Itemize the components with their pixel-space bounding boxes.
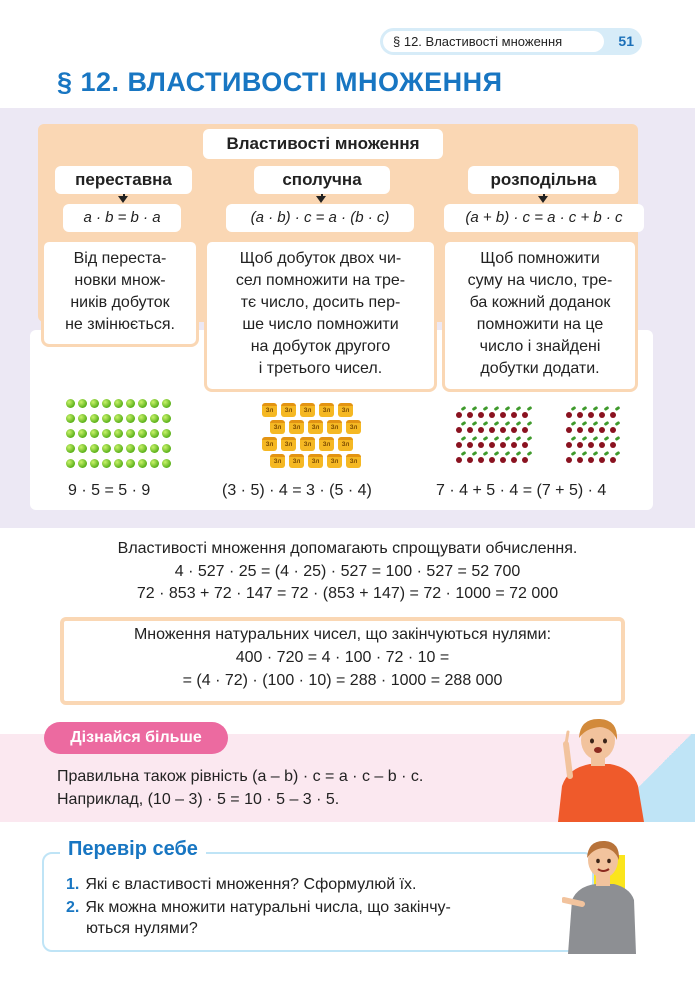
formula-distributive: (a + b) · c = a · c + b · c [444, 204, 644, 232]
honey-jar-icon: Зл [289, 454, 304, 468]
description-line: добутки додати. [480, 360, 600, 377]
check-question-2-cont: ються нулями? [86, 920, 198, 937]
cherry-icon [489, 412, 495, 418]
honey-jar-icon: Зл [327, 454, 342, 468]
question-text: Які є властивості множення? Сформулюй їх. [85, 876, 417, 893]
learn-more-label: Дізнайся більше [44, 722, 228, 754]
cherry-icon [577, 412, 583, 418]
cherry-icon [511, 457, 517, 463]
honey-jar-icon: Зл [346, 420, 361, 434]
cherry-icon [489, 457, 495, 463]
trailing-zeros-line-2: = (4 · 72) · (100 · 10) = 288 · 1000 = 288 000 [182, 672, 503, 689]
honey-jar-icon: Зл [338, 437, 353, 451]
learn-more-line-1: Правильна також рівність (a – b) · c = a · c – b · c. [57, 768, 424, 785]
cherry-icon [489, 427, 495, 433]
cherry-icon [500, 427, 506, 433]
check-question-2 [66, 899, 451, 917]
description-distributive [442, 239, 638, 392]
apple-icon [66, 399, 75, 408]
honey-jar-icon: Зл [319, 437, 334, 451]
cherry-icon [588, 442, 594, 448]
honey-jar-icon: Зл [270, 454, 285, 468]
cherry-icon [566, 427, 572, 433]
apple-icon [102, 414, 111, 423]
apple-icon [162, 399, 171, 408]
description-line: помножити на це [476, 316, 604, 333]
cherry-icon [500, 442, 506, 448]
apple-icon [150, 429, 159, 438]
girl-illustration [548, 716, 648, 822]
cherry-icon [500, 412, 506, 418]
cherry-icon [599, 457, 605, 463]
apple-icon [102, 444, 111, 453]
cherry-icon [577, 457, 583, 463]
apple-icon [90, 429, 99, 438]
cherry-icon [456, 442, 462, 448]
cherry-icon [478, 412, 484, 418]
cherry-icon [467, 412, 473, 418]
apple-icon [126, 444, 135, 453]
apple-icon [78, 399, 87, 408]
description-line: на добуток другого [250, 338, 391, 355]
description-line: ників добуток [70, 294, 170, 311]
question-number: 2. [66, 899, 80, 916]
cherry-icon [522, 427, 528, 433]
apple-icon [126, 429, 135, 438]
cherry-icon [522, 457, 528, 463]
honey-jar-icon: Зл [308, 420, 323, 434]
apple-icon [102, 399, 111, 408]
question-number: 1. [66, 876, 80, 893]
arrow-down-icon [316, 196, 326, 203]
apple-icon [102, 429, 111, 438]
cherry-icon [456, 457, 462, 463]
description-line: і третього чисел. [258, 360, 383, 377]
example-distributive: 7 · 4 + 5 · 4 = (7 + 5) · 4 [436, 482, 607, 499]
description-line: число і знайдені [479, 338, 601, 355]
apple-icon [90, 459, 99, 468]
cherry-icon [467, 427, 473, 433]
arrow-down-icon [118, 196, 128, 203]
apple-icon [78, 414, 87, 423]
description-commutative [41, 239, 199, 347]
simplify-example-1: 4 · 527 · 25 = (4 · 25) · 527 = 100 · 527 = 52 700 [174, 563, 521, 580]
apple-icon [138, 444, 147, 453]
cherry-icon [489, 442, 495, 448]
apple-icon [90, 444, 99, 453]
cherry-icon [478, 442, 484, 448]
apple-icon [138, 399, 147, 408]
apple-icon [114, 414, 123, 423]
apple-icon [150, 399, 159, 408]
honey-jar-icon: Зл [262, 403, 277, 417]
apple-icon [126, 459, 135, 468]
arrow-down-icon [538, 196, 548, 203]
cherry-icon [522, 442, 528, 448]
cherry-icon [511, 412, 517, 418]
honey-jar-icon: Зл [308, 454, 323, 468]
description-line: новки множ- [74, 272, 166, 289]
honey-jar-icon: Зл [300, 437, 315, 451]
apple-icon [114, 399, 123, 408]
cherry-icon [599, 442, 605, 448]
honey-jar-icon: Зл [281, 437, 296, 451]
apple-icon [102, 459, 111, 468]
honey-jar-icon: Зл [338, 403, 353, 417]
apple-icon [138, 459, 147, 468]
cherry-icon [610, 412, 616, 418]
description-line: ше число помножити [242, 316, 399, 333]
apple-icon [138, 429, 147, 438]
honey-jar-icon: Зл [270, 420, 285, 434]
cherry-icon [588, 412, 594, 418]
apple-icon [66, 459, 75, 468]
formula-associative: (a · b) · c = a · (b · c) [226, 204, 414, 232]
apple-icon [78, 459, 87, 468]
running-title: § 12. Властивості множення [383, 31, 604, 52]
description-line: Щоб добуток двох чи- [239, 250, 402, 267]
simplify-example-2: 72 · 853 + 72 · 147 = 72 · (853 + 147) = 72 · 1000 = 72 000 [136, 585, 559, 602]
honey-jar-icon: Зл [262, 437, 277, 451]
check-yourself-title: Перевір себе [60, 838, 206, 861]
honey-jar-icon: Зл [300, 403, 315, 417]
apple-icon [162, 459, 171, 468]
description-associative [204, 239, 437, 392]
property-name-commutative: переставна [55, 166, 192, 194]
apple-icon [78, 444, 87, 453]
cherry-icon [610, 442, 616, 448]
property-name-distributive: розподільна [468, 166, 619, 194]
cherry-icon [588, 457, 594, 463]
page-title: § 12. ВЛАСТИВОСТІ МНОЖЕННЯ [57, 67, 503, 97]
cherry-icon [577, 442, 583, 448]
cherry-icon [511, 442, 517, 448]
cherry-icon [610, 457, 616, 463]
honey-jar-icon: Зл [289, 420, 304, 434]
boy-illustration [562, 838, 642, 954]
apple-icon [138, 414, 147, 423]
cherry-icon [500, 457, 506, 463]
apple-icon [114, 444, 123, 453]
formula-commutative: a · b = b · a [63, 204, 181, 232]
honey-jar-icon: Зл [327, 420, 342, 434]
apple-icon [162, 444, 171, 453]
example-associative: (3 · 5) · 4 = 3 · (5 · 4) [222, 482, 372, 499]
learn-more-line-2: Наприклад, (10 – 3) · 5 = 10 · 5 – 3 · 5. [57, 791, 340, 808]
page-number: 51 [618, 33, 634, 49]
apple-icon [66, 414, 75, 423]
cherry-icon [456, 412, 462, 418]
example-commutative: 9 · 5 = 5 · 9 [68, 482, 151, 499]
cherry-icon [478, 427, 484, 433]
apple-icon [126, 414, 135, 423]
apple-icon [90, 399, 99, 408]
apple-icon [78, 429, 87, 438]
cherry-icon [478, 457, 484, 463]
apple-icon [66, 444, 75, 453]
apple-icon [162, 429, 171, 438]
apple-icon [150, 459, 159, 468]
cherry-icon [522, 412, 528, 418]
cherry-icon [456, 427, 462, 433]
description-line: не змінюється. [65, 316, 175, 333]
apple-icon [150, 444, 159, 453]
description-line: Щоб помножити [480, 250, 600, 267]
apple-icon [114, 459, 123, 468]
simplify-intro: Властивості множення допомагають спрощувати обчислення. [117, 540, 578, 557]
question-text: Як можна множити натуральні числа, що закінчу- [85, 899, 451, 916]
cherry-icon [566, 457, 572, 463]
apple-icon [66, 429, 75, 438]
cherry-icon [577, 427, 583, 433]
cherry-icon [599, 427, 605, 433]
cherry-icon [610, 427, 616, 433]
cherry-icon [566, 442, 572, 448]
trailing-zeros-title: Множення натуральних чисел, що закінчуються нулями: [133, 626, 552, 643]
description-line: сел помножити на тре- [235, 272, 406, 289]
trailing-zeros-line-1: 400 · 720 = 4 · 100 · 72 · 10 = [235, 649, 450, 666]
honey-jar-icon: Зл [346, 454, 361, 468]
cherry-icon [467, 457, 473, 463]
description-line: тє число, досить пер- [240, 294, 401, 311]
description-line: суму на число, тре- [467, 272, 613, 289]
cherry-icon [511, 427, 517, 433]
cherry-icon [588, 427, 594, 433]
property-name-associative: сполучна [254, 166, 390, 194]
honey-jar-icon: Зл [281, 403, 296, 417]
apple-icon [162, 414, 171, 423]
apple-icon [90, 414, 99, 423]
running-header [380, 28, 642, 55]
cherry-icon [599, 412, 605, 418]
check-question-1 [66, 876, 416, 894]
honey-jar-icon: Зл [319, 403, 334, 417]
description-line: Від переста- [73, 250, 167, 267]
cherry-icon [566, 412, 572, 418]
apple-icon [126, 399, 135, 408]
apple-icon [114, 429, 123, 438]
description-line: ба кожний доданок [469, 294, 611, 311]
apple-icon [150, 414, 159, 423]
cherry-icon [467, 442, 473, 448]
scheme-heading: Властивості множення [203, 129, 443, 159]
